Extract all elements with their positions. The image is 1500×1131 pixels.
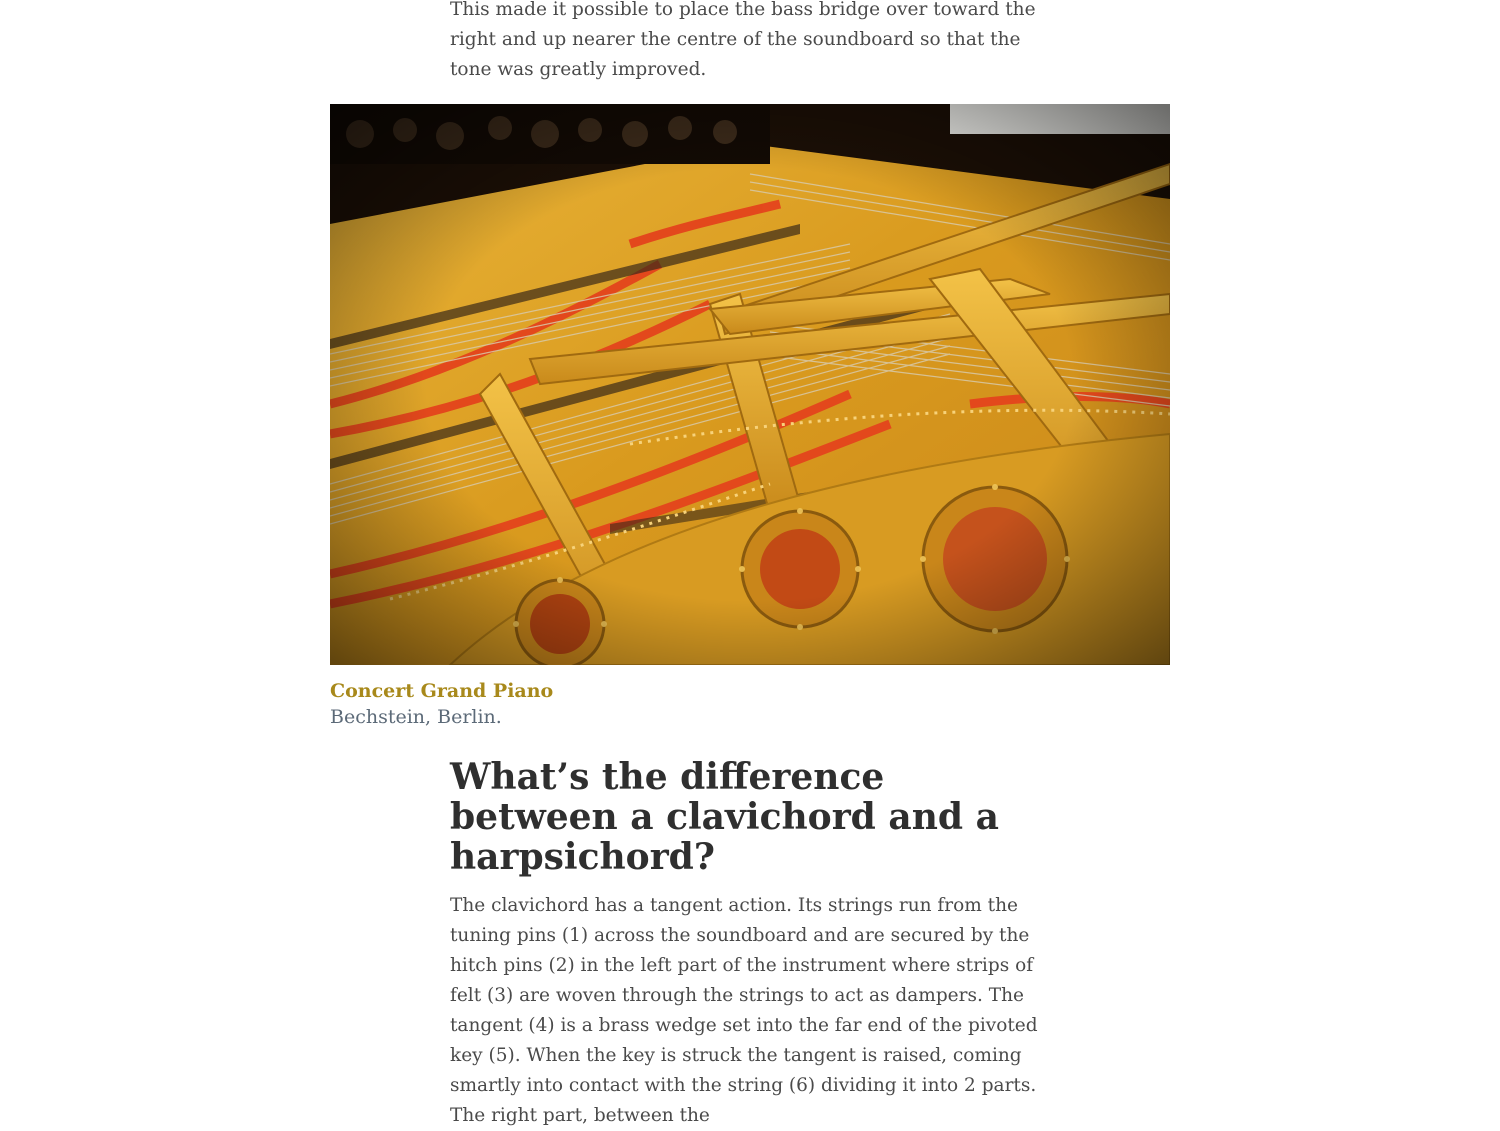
piano-interior-image	[330, 104, 1170, 665]
caption-subtitle: Bechstein, Berlin.	[330, 706, 502, 728]
piano-photo	[330, 104, 1170, 665]
section-heading: What’s the difference between a clavichord and a harpsichord?	[450, 756, 999, 878]
body-paragraph: The clavichord has a tangent action. Its strings run from the tuning pins (1) across the soundboard and are secured by the hitch pins (2) in the left part of the instrument where strips of felt (3) are woven through the strings to act as dampers. The tangent (4) is a brass wedge set into the far end of the pivoted key (5). When the key is struck the tangent is raised, coming smartly into contact with the string (6) dividing it into 2 parts. The right part, between the	[450, 895, 1038, 1126]
figure-caption	[330, 678, 1170, 730]
intro-paragraph: This made it possible to place the bass bridge over toward the right and up nearer the centre of the soundboard so that the tone was greatly improved.	[450, 0, 1036, 80]
caption-title: Concert Grand Piano	[330, 680, 554, 702]
